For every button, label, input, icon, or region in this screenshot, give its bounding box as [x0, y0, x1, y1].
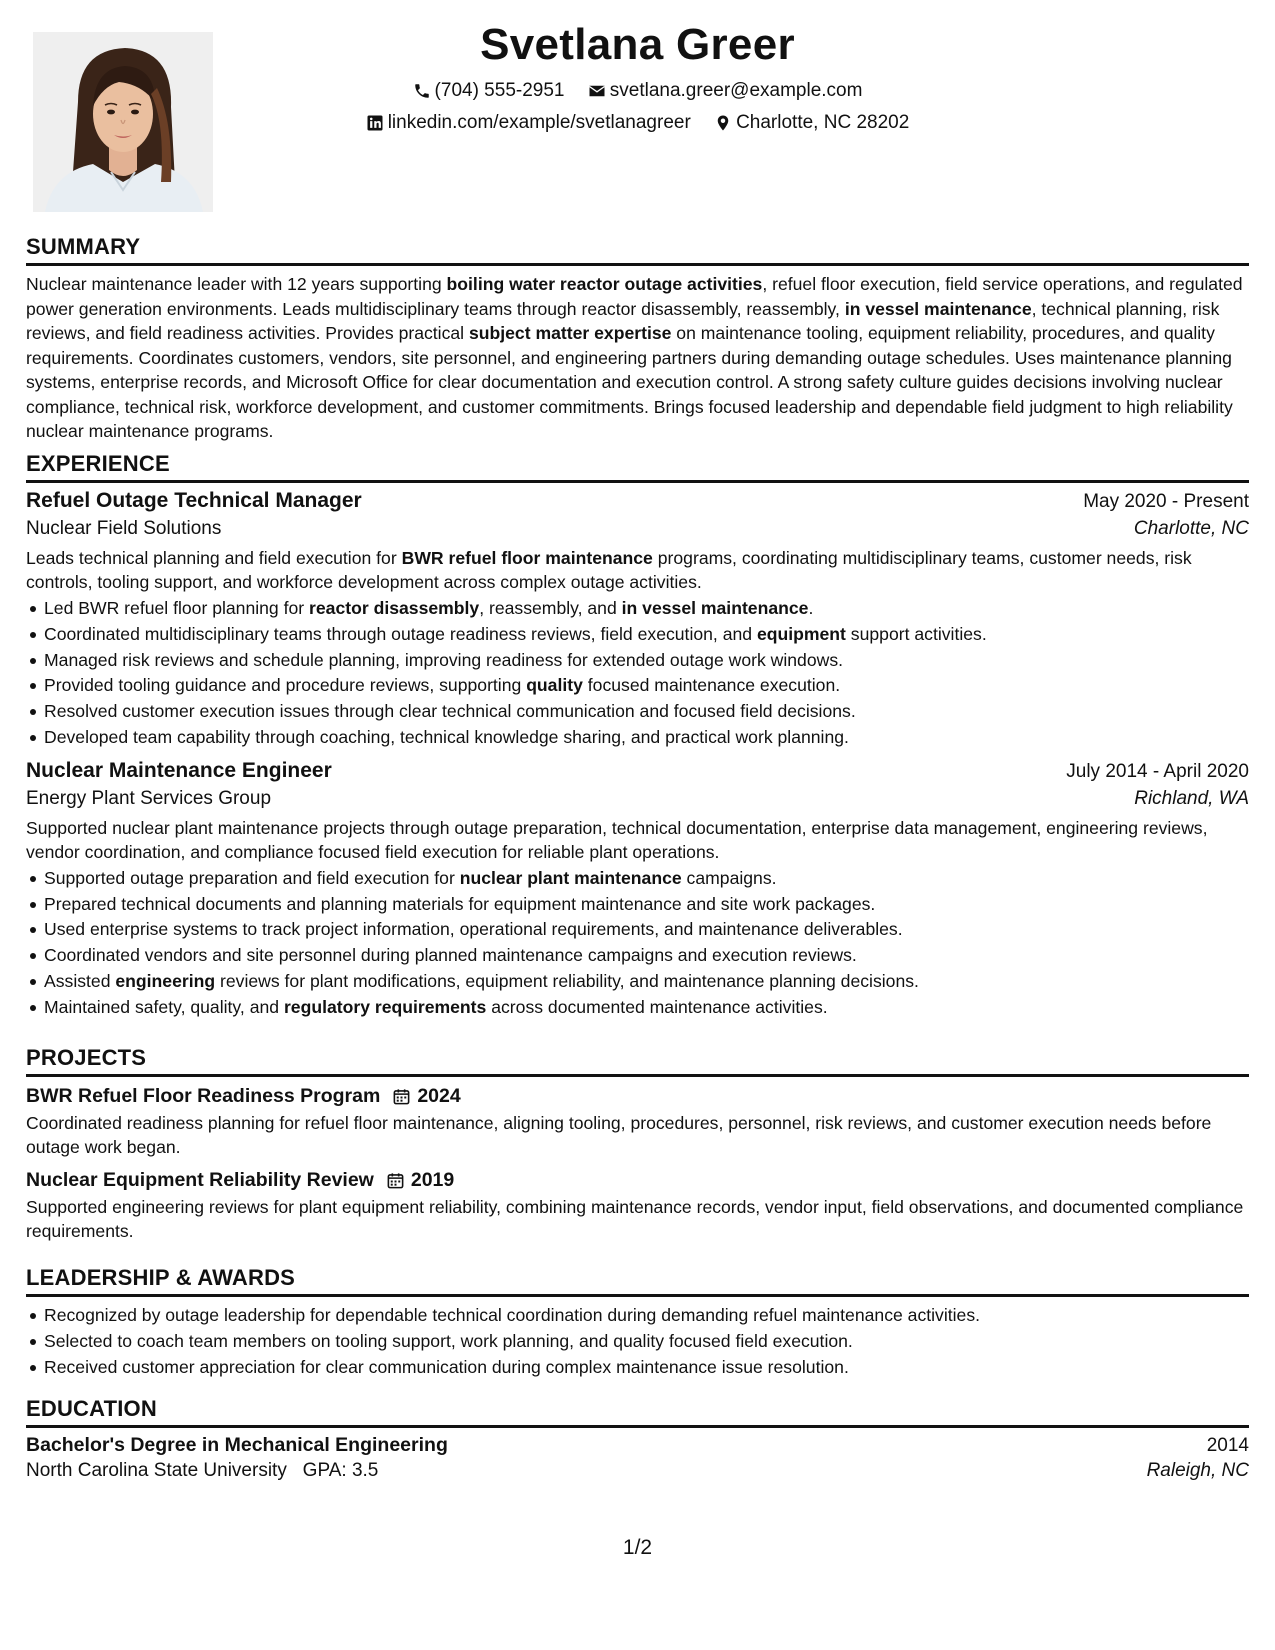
project-name: Nuclear Equipment Reliability Review [26, 1169, 374, 1191]
bold-text: subject matter expertise [468, 323, 672, 343]
gpa: GPA: 3.5 [302, 1460, 379, 1481]
list-item [44, 866, 1249, 892]
text-run: Developed team capability through coaching, technical knowledge sharing, and practical work planning. [44, 726, 849, 747]
leadership-list [26, 1303, 1249, 1380]
job-title: Nuclear Maintenance Engineer [26, 758, 332, 782]
list-item [44, 917, 1249, 943]
text-run: Assisted [44, 970, 116, 991]
bold-text: in vessel maintenance [844, 298, 1032, 319]
text-run: across documented maintenance activities. [486, 996, 828, 1017]
candidate-name: Svetlana Greer [480, 20, 795, 69]
contact-email[interactable] [588, 80, 863, 102]
text-run: Coordinated multidisciplinary teams through outage readiness reviews, field execution, and [44, 623, 757, 644]
email-text[interactable]: svetlana.greer@example.com [609, 80, 863, 101]
contact-linkedin[interactable] [366, 112, 691, 134]
job-location: Richland, WA [1134, 787, 1249, 809]
bold-text: reactor disassembly [309, 598, 480, 618]
summary-section [26, 234, 1249, 444]
calendar-icon [386, 1171, 405, 1190]
projects-section [26, 1045, 1249, 1243]
section-title-projects: PROJECTS [26, 1045, 1249, 1077]
leadership-section [26, 1265, 1249, 1380]
list-item [44, 725, 1249, 751]
section-title-summary: SUMMARY [26, 234, 1249, 266]
list-item: Recognized by outage leadership for dependable technical coordination during demanding refuel maintenance activities. [44, 1303, 1249, 1329]
phone-text: (704) 555-2951 [434, 80, 565, 101]
text-run: support activities. [845, 623, 987, 644]
list-item: Received customer appreciation for clear communication during complex maintenance issue resolution. [44, 1355, 1249, 1381]
contact-row-2 [26, 112, 1249, 138]
job-bullets [26, 596, 1249, 751]
education-school-line [26, 1460, 378, 1482]
project-description: Supported engineering reviews for plant equipment reliability, combining maintenance records, vendor input, field observations, and documented compliance requirements. [26, 1197, 1244, 1241]
education-section [26, 1396, 1249, 1482]
text-run: Leads technical planning and field execution for [26, 548, 402, 568]
school-name: North Carolina State University [26, 1460, 287, 1481]
linkedin-text[interactable]: linkedin.com/example/svetlanagreer [387, 112, 691, 133]
bold-text: engineering [115, 970, 216, 991]
page-number: 1/2 [622, 1536, 653, 1559]
text-run: Prepared technical documents and planning materials for equipment maintenance and site work packages. [44, 893, 876, 914]
text-run: Led BWR refuel floor planning for [44, 598, 310, 618]
section-title-leadership: LEADERSHIP & AWARDS [26, 1265, 1249, 1297]
text-run: on maintenance tooling, equipment reliability, procedures, and quality requirements. Coordinates customers, vendors, site personnel, and engineering partners during demanding outage schedules. Uses maintenance planning systems, enterprise records, and Microsoft Office for clear documentation and execution control. A strong safety culture guides decisions involving nuclear compliance, technical risk, workforce development, and customer commitments. Brings focused leadership and dependable field judgment to high reliability nuclear maintenance programs. [26, 323, 1233, 441]
bold-text: equipment [756, 623, 846, 644]
bold-text: boiling water reactor outage activities [446, 274, 763, 294]
text-run: Provided tooling guidance and procedure reviews, supporting [44, 675, 527, 696]
education-year: 2014 [1206, 1435, 1249, 1456]
job-company: Energy Plant Services Group [26, 787, 272, 809]
job-entry [26, 489, 1249, 751]
project-year: 2024 [417, 1085, 461, 1107]
job-title: Refuel Outage Technical Manager [26, 489, 362, 512]
resume-page [26, 0, 1249, 1650]
text-run: focused maintenance execution. [582, 675, 841, 696]
text-run: Coordinated vendors and site personnel during planned maintenance campaigns and execution reviews. [44, 945, 857, 966]
bold-text: in vessel maintenance [621, 598, 809, 618]
text-run: Resolved customer execution issues through clear technical communication and focused field decisions. [44, 701, 856, 722]
list-item [44, 699, 1249, 725]
bold-text: quality [526, 675, 583, 696]
text-run: , reassembly, and [479, 598, 622, 618]
list-item [44, 995, 1249, 1021]
contact-location [714, 112, 909, 134]
section-title-experience: EXPERIENCE [26, 451, 1249, 483]
list-item [44, 943, 1249, 969]
text-run: Managed risk reviews and schedule planning, improving readiness for extended outage work windows. [44, 649, 844, 670]
project-name: BWR Refuel Floor Readiness Program [26, 1085, 381, 1107]
education-location: Raleigh, NC [1146, 1460, 1249, 1481]
text-run: campaigns. [681, 867, 777, 888]
envelope-icon [588, 82, 606, 100]
phone-icon [413, 82, 431, 100]
bold-text: BWR refuel floor maintenance [401, 548, 653, 568]
degree-title: Bachelor's Degree in Mechanical Engineering [26, 1434, 448, 1456]
contact-phone [413, 80, 565, 102]
text-run: . [808, 598, 814, 618]
job-intro [26, 816, 1249, 864]
text-run: Maintained safety, quality, and [44, 996, 284, 1017]
list-item [44, 648, 1249, 674]
list-item [44, 622, 1249, 648]
job-company: Nuclear Field Solutions [26, 518, 222, 539]
text-run: programs, coordinating multidisciplinary teams, customer needs, risk controls, tooling support, and workforce development across complex outage activities. [26, 548, 1192, 592]
project-entry [26, 1169, 1249, 1243]
text-run: Supported nuclear plant maintenance projects through outage preparation, technical documentation, enterprise data management, engineering reviews, vendor coordination, and compliance focused field execution for reliable plant operations. [26, 817, 1208, 862]
text-run: Used enterprise systems to track project information, operational requirements, and maintenance deliverables. [44, 919, 903, 940]
job-dates: May 2020 - Present [1083, 491, 1249, 512]
text-run: , refuel floor execution, field service operations, and regulated power generation environments. Leads multidisciplinary teams through reactor disassembly, reassembly, [26, 274, 1243, 319]
experience-section [26, 451, 1249, 1021]
text-run: , technical planning, risk reviews, and field readiness activities. Provides practical [26, 298, 1220, 343]
bold-text: nuclear plant maintenance [459, 867, 682, 888]
text-run: Supported outage preparation and field execution for [44, 867, 460, 888]
linkedin-icon [366, 114, 384, 132]
location-text: Charlotte, NC 28202 [736, 112, 910, 133]
project-entry [26, 1085, 1249, 1159]
list-item: Selected to coach team members on tooling support, work planning, and quality focused field execution. [44, 1329, 1249, 1355]
list-item [44, 892, 1249, 918]
contact-row-1 [26, 80, 1249, 106]
section-title-education: EDUCATION [26, 1396, 1249, 1428]
job-dates: July 2014 - April 2020 [1066, 760, 1249, 782]
project-description: Coordinated readiness planning for refuel floor maintenance, aligning tooling, procedures, personnel, risk reviews, and customer execution needs before outage work began. [26, 1113, 1212, 1157]
job-bullets [26, 866, 1249, 1021]
project-year: 2019 [410, 1169, 455, 1191]
job-intro [26, 546, 1249, 594]
summary-text [26, 272, 1249, 444]
calendar-icon [392, 1087, 411, 1106]
job-location: Charlotte, NC [1133, 518, 1249, 539]
list-item [44, 673, 1249, 699]
job-entry [26, 759, 1249, 1021]
text-run: reviews for plant modifications, equipment reliability, and maintenance planning decisions. [215, 970, 919, 991]
map-pin-icon [714, 114, 732, 132]
list-item [44, 969, 1249, 995]
bold-text: regulatory requirements [283, 996, 487, 1017]
text-run: Nuclear maintenance leader with 12 years supporting [26, 274, 447, 294]
list-item [44, 596, 1249, 622]
